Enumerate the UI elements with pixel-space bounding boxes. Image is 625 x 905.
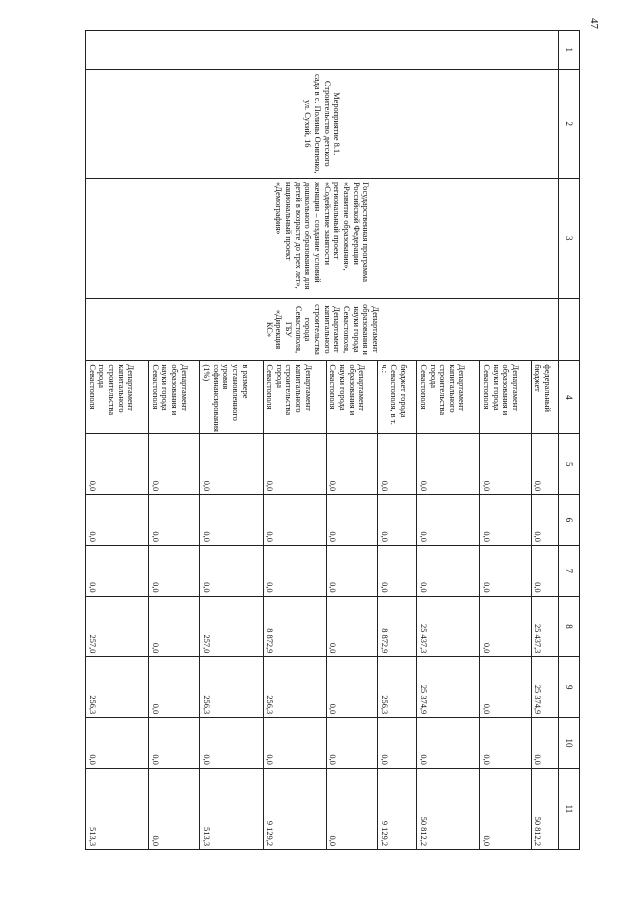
value-cell: 0,0 — [263, 718, 326, 769]
row-number-cell — [86, 31, 559, 70]
value-cell: 0,0 — [149, 718, 200, 769]
value-cell: 0,0 — [149, 434, 200, 495]
header-cell: 11 — [559, 768, 580, 849]
value-cell: 0,0 — [480, 434, 531, 495]
value-cell: 0,0 — [326, 768, 377, 849]
value-cell: 0,0 — [86, 495, 149, 546]
table-row — [531, 31, 558, 850]
value-cell: 0,0 — [377, 434, 416, 495]
funding-source-cell: Департамент образования и науки города Севастополя — [149, 361, 200, 434]
rotated-table-container — [85, 30, 580, 850]
value-cell: 9 129,2 — [377, 768, 416, 849]
value-cell: 0,0 — [149, 768, 200, 849]
value-cell: 0,0 — [86, 545, 149, 596]
value-cell: 0,0 — [377, 495, 416, 546]
value-cell: 0,0 — [326, 657, 377, 718]
funding-source-cell: Департамент образования и науки города Севастополя — [480, 361, 531, 434]
value-cell: 25 374,9 — [417, 657, 480, 718]
value-cell: 8 872,9 — [377, 596, 416, 657]
header-cell: 7 — [559, 545, 580, 596]
value-cell: 25 437,3 — [417, 596, 480, 657]
value-cell: 0,0 — [326, 545, 377, 596]
value-cell: 0,0 — [149, 657, 200, 718]
value-cell: 513,3 — [86, 768, 149, 849]
executors-cell: Департамент образования и науки города Севастополя, Департамент капитального строительства города Севастополя, ГБУ «Дирекция КС» — [86, 298, 559, 361]
value-cell: 0,0 — [326, 434, 377, 495]
value-cell: 0,0 — [326, 596, 377, 657]
funding-source-cell: в размере установленного уровня софинансирования (1%) — [200, 361, 263, 434]
value-cell: 0,0 — [417, 545, 480, 596]
value-cell: 50 812,2 — [417, 768, 480, 849]
value-cell: 0,0 — [200, 495, 263, 546]
value-cell: 0,0 — [531, 718, 558, 769]
header-cell: 6 — [559, 495, 580, 546]
value-cell: 256,3 — [200, 657, 263, 718]
value-cell: 0,0 — [480, 596, 531, 657]
value-cell: 0,0 — [200, 545, 263, 596]
value-cell: 256,3 — [377, 657, 416, 718]
value-cell: 0,0 — [326, 495, 377, 546]
value-cell: 513,3 — [200, 768, 263, 849]
value-cell: 0,0 — [417, 434, 480, 495]
value-cell: 0,0 — [531, 434, 558, 495]
value-cell: 0,0 — [263, 495, 326, 546]
header-cell: 8 — [559, 596, 580, 657]
funding-source-cell: Департамент капитального строительства города Севастополя — [86, 361, 149, 434]
value-cell: 0,0 — [377, 718, 416, 769]
value-cell: 0,0 — [531, 545, 558, 596]
value-cell: 25 374,9 — [531, 657, 558, 718]
value-cell: 0,0 — [149, 596, 200, 657]
budget-table — [85, 30, 580, 850]
header-cell: 5 — [559, 434, 580, 495]
value-cell: 9 129,2 — [263, 768, 326, 849]
value-cell: 257,0 — [86, 596, 149, 657]
value-cell: 25 437,3 — [531, 596, 558, 657]
value-cell: 0,0 — [86, 434, 149, 495]
value-cell: 0,0 — [480, 495, 531, 546]
funding-source-cell: Департамент образования и науки города Севастополя — [326, 361, 377, 434]
value-cell: 0,0 — [480, 657, 531, 718]
value-cell: 256,3 — [263, 657, 326, 718]
value-cell: 0,0 — [200, 434, 263, 495]
header-cell: 9 — [559, 657, 580, 718]
value-cell: 256,3 — [86, 657, 149, 718]
value-cell: 0,0 — [149, 545, 200, 596]
funding-source-cell: Департамент капитального строительства города Севастополя — [417, 361, 480, 434]
header-cell: 3 — [559, 178, 580, 298]
value-cell: 257,0 — [200, 596, 263, 657]
activity-cell: Мероприятие 8.1. Строительство детского сада в с. Полины Осипенко, ул. Сухий, 16 — [86, 69, 559, 178]
funding-source-cell: бюджет города Севастополя, в т. ч.: — [377, 361, 416, 434]
value-cell: 50 812,2 — [531, 768, 558, 849]
funding-source-cell: Департамент капитального строительства города Севастополя — [263, 361, 326, 434]
value-cell: 0,0 — [86, 718, 149, 769]
value-cell: 8 872,9 — [263, 596, 326, 657]
value-cell: 0,0 — [480, 718, 531, 769]
value-cell: 0,0 — [326, 718, 377, 769]
header-cell: 4 — [559, 361, 580, 434]
program-cell: Государственная программа Российской Федерации «Развитие образования», региональный проект «Содействие занятости женщин – создание условий дошкольного образования для детей в возрасте до трех лет», национальный проект «Демография» — [86, 178, 559, 298]
value-cell: 0,0 — [200, 718, 263, 769]
value-cell: 0,0 — [480, 768, 531, 849]
value-cell: 0,0 — [417, 718, 480, 769]
header-row — [559, 31, 580, 850]
header-cell: 10 — [559, 718, 580, 769]
value-cell: 0,0 — [263, 434, 326, 495]
value-cell: 0,0 — [480, 545, 531, 596]
value-cell: 0,0 — [263, 545, 326, 596]
header-cell — [559, 298, 580, 361]
value-cell: 0,0 — [531, 495, 558, 546]
value-cell: 0,0 — [149, 495, 200, 546]
value-cell: 0,0 — [417, 495, 480, 546]
value-cell: 0,0 — [377, 545, 416, 596]
header-cell: 2 — [559, 69, 580, 178]
header-cell: 1 — [559, 31, 580, 70]
funding-source-cell: федеральный бюджет — [531, 361, 558, 434]
page-number: 47 — [588, 18, 600, 29]
